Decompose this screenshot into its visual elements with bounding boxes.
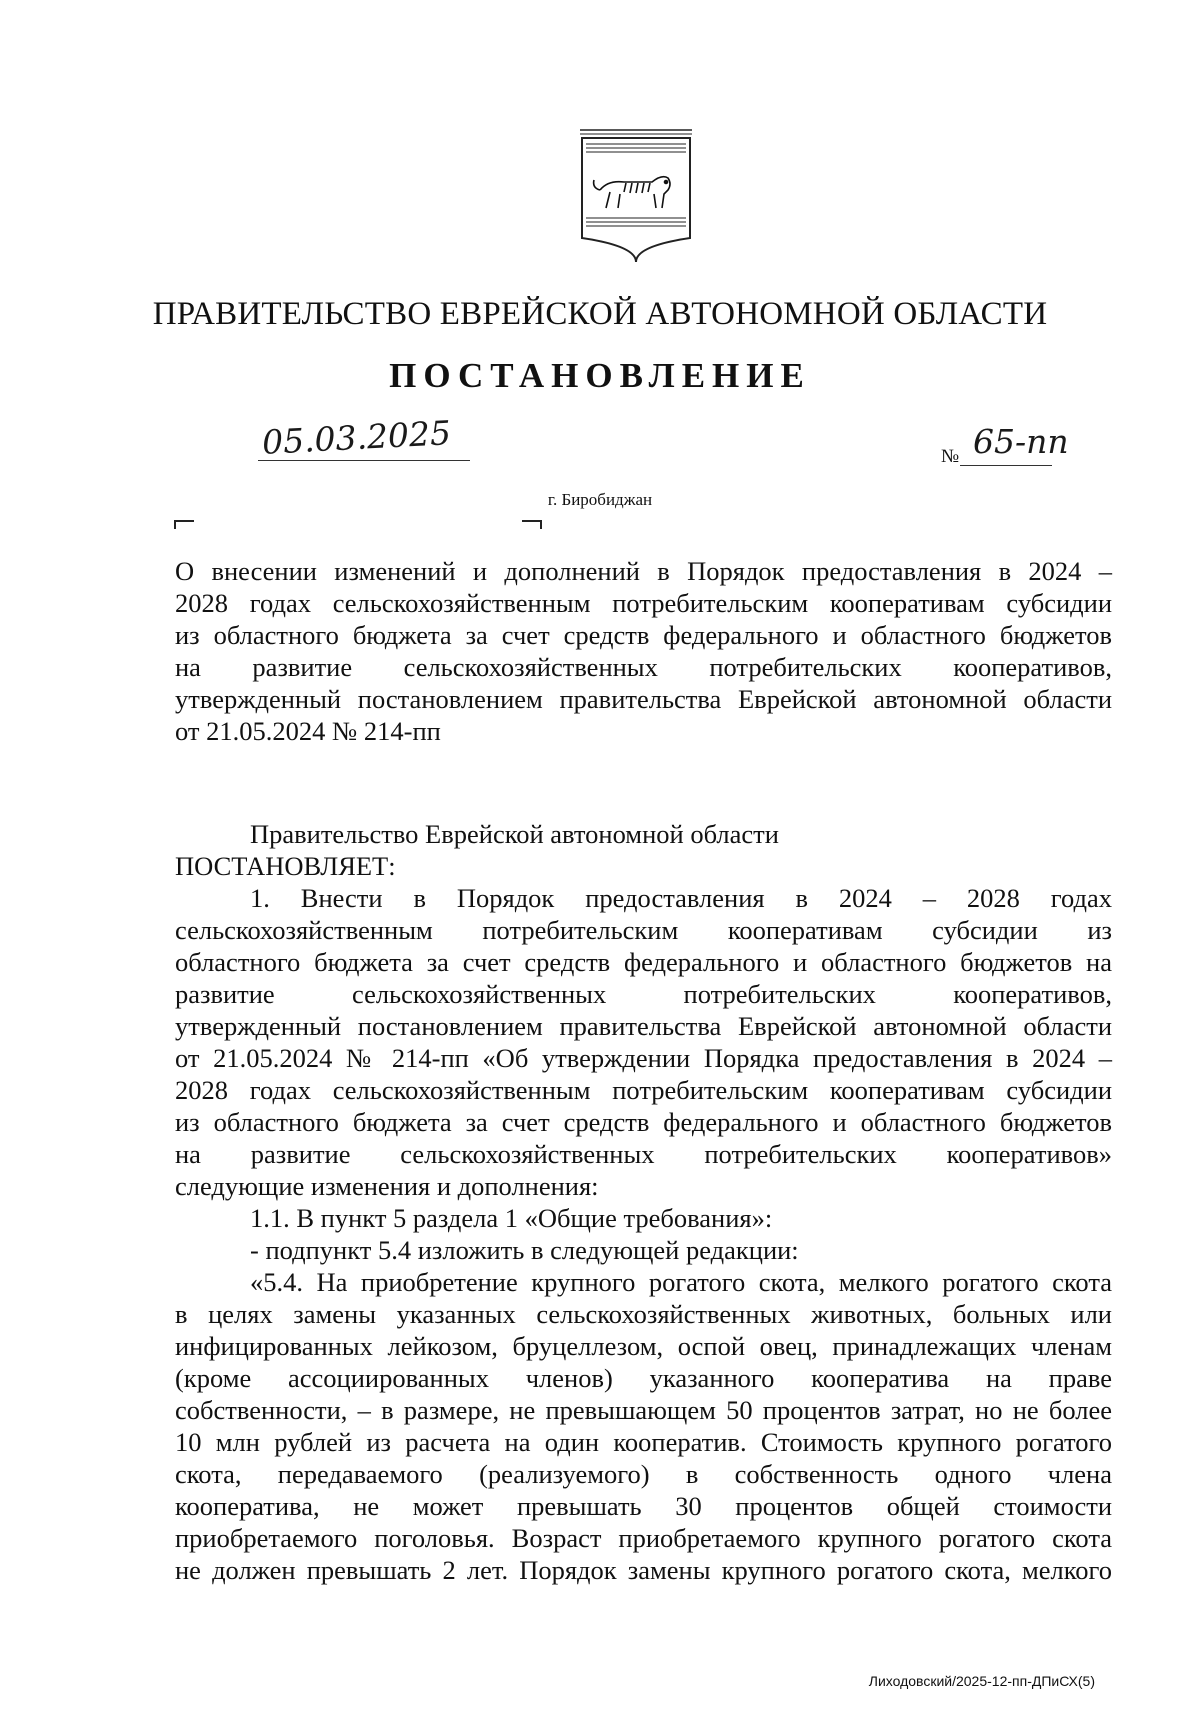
body-line: собственности, – в размере, не превышающем 50 процентов затрат, но не более xyxy=(175,1395,1112,1425)
title-line: на развитие сельскохозяйственных потребительских кооперативов, xyxy=(175,652,1112,682)
body-line: 2028 годах сельскохозяйственным потребительским кооперативам субсидии xyxy=(175,1075,1112,1105)
body-line: в целях замены указанных сельскохозяйственных животных, больных или xyxy=(175,1299,1112,1329)
handwritten-date: 05.03.2025 xyxy=(261,413,452,462)
title-line: от 21.05.2024 № 214-пп xyxy=(175,716,441,746)
body-line: утвержденный постановлением правительства Еврейской автономной области xyxy=(175,1011,1112,1041)
title-line: О внесении изменений и дополнений в Порядок предоставления в 2024 – xyxy=(175,556,1112,586)
body-line: на развитие сельскохозяйственных потребительских кооперативов» xyxy=(175,1139,1112,1169)
body-line: «5.4. На приобретение крупного рогатого скота, мелкого рогатого скота xyxy=(250,1267,1112,1297)
document-type: ПОСТАНОВЛЕНИЕ xyxy=(389,356,811,395)
body-line: 10 млн рублей из расчета на один кооператив. Стоимость крупного рогатого xyxy=(175,1427,1112,1457)
body-line: 1. Внести в Порядок предоставления в 2024 – 2028 годах xyxy=(250,883,1112,913)
document-footer-code: Лиходовский/2025-12-пп-ДПиСХ(5) xyxy=(868,1673,1095,1689)
body-line: 1.1. В пункт 5 раздела 1 «Общие требования»: xyxy=(250,1203,773,1233)
tiger-icon xyxy=(594,177,670,208)
city: г. Биробиджан xyxy=(547,490,653,509)
body-line: - подпункт 5.4 изложить в следующей редакции: xyxy=(250,1235,799,1265)
body-line: от 21.05.2024 № 214-пп «Об утверждении Порядка предоставления в 2024 – xyxy=(175,1043,1112,1073)
body-line: развитие сельскохозяйственных потребительских кооперативов, xyxy=(175,979,1112,1009)
document-body xyxy=(175,818,1112,1586)
body-line: следующие изменения и дополнения: xyxy=(175,1171,599,1201)
body-line: Правительство Еврейской автономной области xyxy=(250,819,779,849)
corner-mark-right xyxy=(522,520,542,529)
body-line: инфицированных лейкозом, бруцеллезом, оспой овец, принадлежащих членам xyxy=(175,1331,1112,1361)
body-line: приобретаемого поголовья. Возраст приобретаемого крупного рогатого скота xyxy=(175,1523,1112,1553)
body-line: кооператива, не может превышать 30 процентов общей стоимости xyxy=(175,1491,1112,1521)
corner-mark-left xyxy=(174,520,194,529)
body-line: ПОСТАНОВЛЯЕТ: xyxy=(175,851,396,881)
body-line: скота, передаваемого (реализуемого) в собственность одного члена xyxy=(175,1459,1112,1489)
body-line: сельскохозяйственным потребительским кооперативам субсидии из xyxy=(175,915,1112,945)
number-underline xyxy=(960,465,1052,466)
document-title xyxy=(175,555,1112,747)
coat-of-arms-emblem xyxy=(578,128,694,268)
body-line: не должен превышать 2 лет. Порядок замены крупного рогатого скота, мелкого xyxy=(175,1555,1112,1585)
body-line: областного бюджета за счет средств федерального и областного бюджетов на xyxy=(175,947,1112,977)
organization-title: ПРАВИТЕЛЬСТВО ЕВРЕЙСКОЙ АВТОНОМНОЙ ОБЛАСТИ xyxy=(152,296,1048,332)
body-line: из областного бюджета за счет средств федерального и областного бюджетов xyxy=(175,1107,1112,1137)
date-underline xyxy=(258,460,470,461)
title-line: 2028 годах сельскохозяйственным потребительским кооперативам субсидии xyxy=(175,588,1112,618)
number-label: № xyxy=(941,446,960,467)
handwritten-number: 65-пп xyxy=(973,422,1069,461)
title-line: из областного бюджета за счет средств федерального и областного бюджетов xyxy=(175,620,1112,650)
title-line: утвержденный постановлением правительства Еврейской автономной области xyxy=(175,684,1112,714)
body-line: (кроме ассоциированных членов) указанного кооператива на праве xyxy=(175,1363,1112,1393)
